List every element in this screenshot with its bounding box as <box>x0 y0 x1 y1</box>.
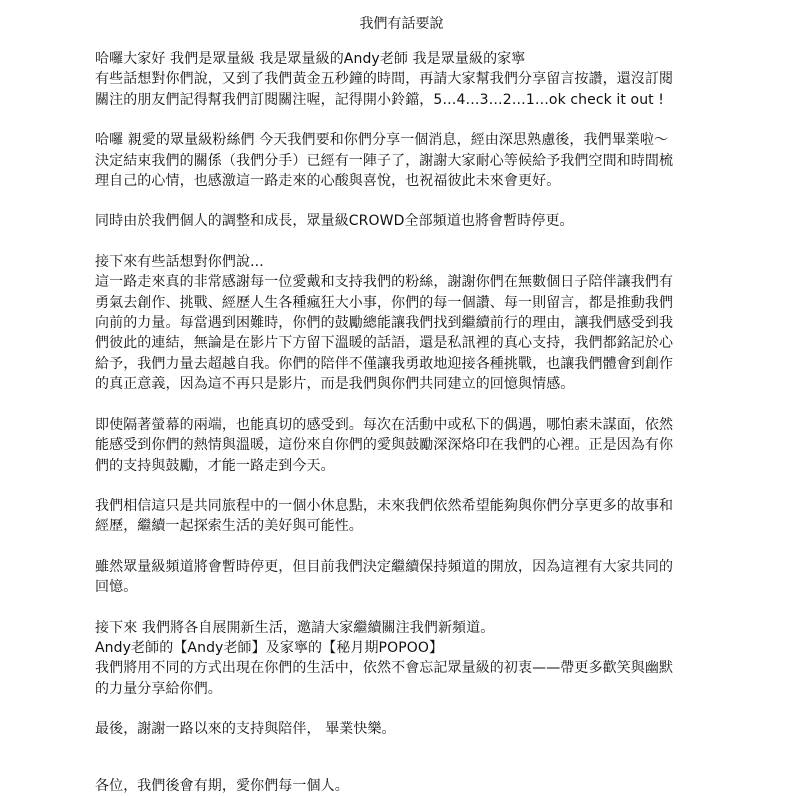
text-line: 即使隔著螢幕的兩端，也能真切的感受到。每次在活動中或私下的偶遇，哪怕素未謀面，依然 <box>95 416 674 433</box>
text-line: 接下來 我們將各自展開新生活，邀請大家繼續關注我們新頻道。 <box>95 619 495 636</box>
text-line: Andy老師的【Andy老師】及家寧的【秘月期POPOO】 <box>95 639 444 656</box>
text-line: 這一路走來真的非常感謝每一位愛戴和支持我們的粉絲，謝謝你們在無數個日子陪伴讓我們有 <box>95 274 674 291</box>
text-line: 關注的朋友們記得幫我們訂閱關注喔，記得開小鈴鐺，5…4…3…2…1…ok check it out ! <box>95 91 665 108</box>
paragraph-spacer <box>95 191 708 211</box>
text-line: 的力量分享給你們。 <box>95 680 222 697</box>
paragraph-journey <box>95 496 708 537</box>
paragraph-spacer <box>95 537 708 557</box>
text-line: 勇氣去創作、挑戰、經歷人生各種瘋狂大小事，你們的每一個讚、每一則留言，都是推動我們 <box>95 294 674 311</box>
text-line: 回憶。 <box>95 579 138 596</box>
paragraph-spacer <box>95 395 708 415</box>
text-line: 同時由於我們個人的調整和成長，眾量級CROWD全部頻道也將會暫時停更。 <box>95 213 574 230</box>
text-line: 能感受到你們的熱情與溫暖，這份來自你們的愛與鼓勵深深烙印在我們的心裡。正是因為有你 <box>95 437 674 454</box>
paragraph-spacer <box>95 699 708 719</box>
paragraph-warmth <box>95 415 708 476</box>
paragraph-channel-open <box>95 557 708 598</box>
paragraph-spacer <box>95 740 708 776</box>
text-line: 哈囉大家好 我們是眾量級 我是眾量級的Andy老師 我是眾量級的家寧 <box>95 51 526 67</box>
paragraph-greeting <box>95 49 708 110</box>
text-line: 我們將用不同的方式出現在你們的生活中，依然不會忘記眾量級的初衷——帶更多歡笑與幽默 <box>95 660 674 677</box>
text-line: 給予，我們力量去超越自我。你們的陪伴不僅讓我勇敢地迎接各種挑戰，也讓我們體會到創作 <box>95 355 674 372</box>
paragraph-announcement <box>95 130 708 191</box>
text-line: 經歷，繼續一起探索生活的美好與可能性。 <box>95 518 363 535</box>
text-line: 有些話想對你們說，又到了我們黃金五秒鐘的時間，再請大家幫我們分享留言按讚，還沒訂閱 <box>95 71 674 88</box>
text-line: 哈囉 親愛的眾量級粉絲們 今天我們要和你們分享一個消息，經由深思熟慮後，我們畢業啦～ <box>95 132 669 149</box>
paragraph-closing <box>95 776 708 796</box>
text-line: 們的支持與鼓勵，才能一路走到今天。 <box>95 457 335 474</box>
text-line: 最後，謝謝一路以來的支持與陪伴， 畢業快樂。 <box>95 721 396 738</box>
text-line: 的真正意義，因為這不再只是影片，而是我們與你們共同建立的回憶與情感。 <box>95 376 575 393</box>
text-line: 各位，我們後會有期，愛你們每一個人。 <box>95 777 349 794</box>
paragraph-new-channels <box>95 618 708 700</box>
document-title: 我們有話要說 <box>359 16 444 32</box>
text-line: 們彼此的連結，無論是在影片下方留下溫暖的話語，還是私訊裡的真心支持，我們都銘記於心 <box>95 335 674 352</box>
text-line: 雖然眾量級頻道將會暫時停更，但目前我們決定繼續保持頻道的開放，因為這裡有大家共同的 <box>95 558 674 575</box>
text-line: 決定結束我們的關係（我們分手）已經有一陣子了，謝謝大家耐心等候給予我們空間和時間梳 <box>95 152 674 169</box>
paragraph-spacer <box>95 232 708 252</box>
text-line: 接下來有些話想對你們說... <box>95 253 264 270</box>
paragraph-farewell <box>95 719 708 739</box>
paragraph-thanks <box>95 252 708 395</box>
paragraph-channel-pause <box>95 211 708 231</box>
paragraph-spacer <box>95 110 708 130</box>
paragraph-spacer <box>95 476 708 496</box>
paragraph-spacer <box>95 598 708 618</box>
text-line: 向前的力量。每當遇到困難時，你們的鼓勵總能讓我們找到繼續前行的理由，讓我們感受到我 <box>95 315 674 332</box>
text-line: 理自己的心情，也感激這一路走來的心酸與喜悅，也祝福彼此未來會更好。 <box>95 173 561 190</box>
text-line: 我們相信這只是共同旅程中的一個小休息點，未來我們依然希望能夠與你們分享更多的故事和 <box>95 497 674 514</box>
